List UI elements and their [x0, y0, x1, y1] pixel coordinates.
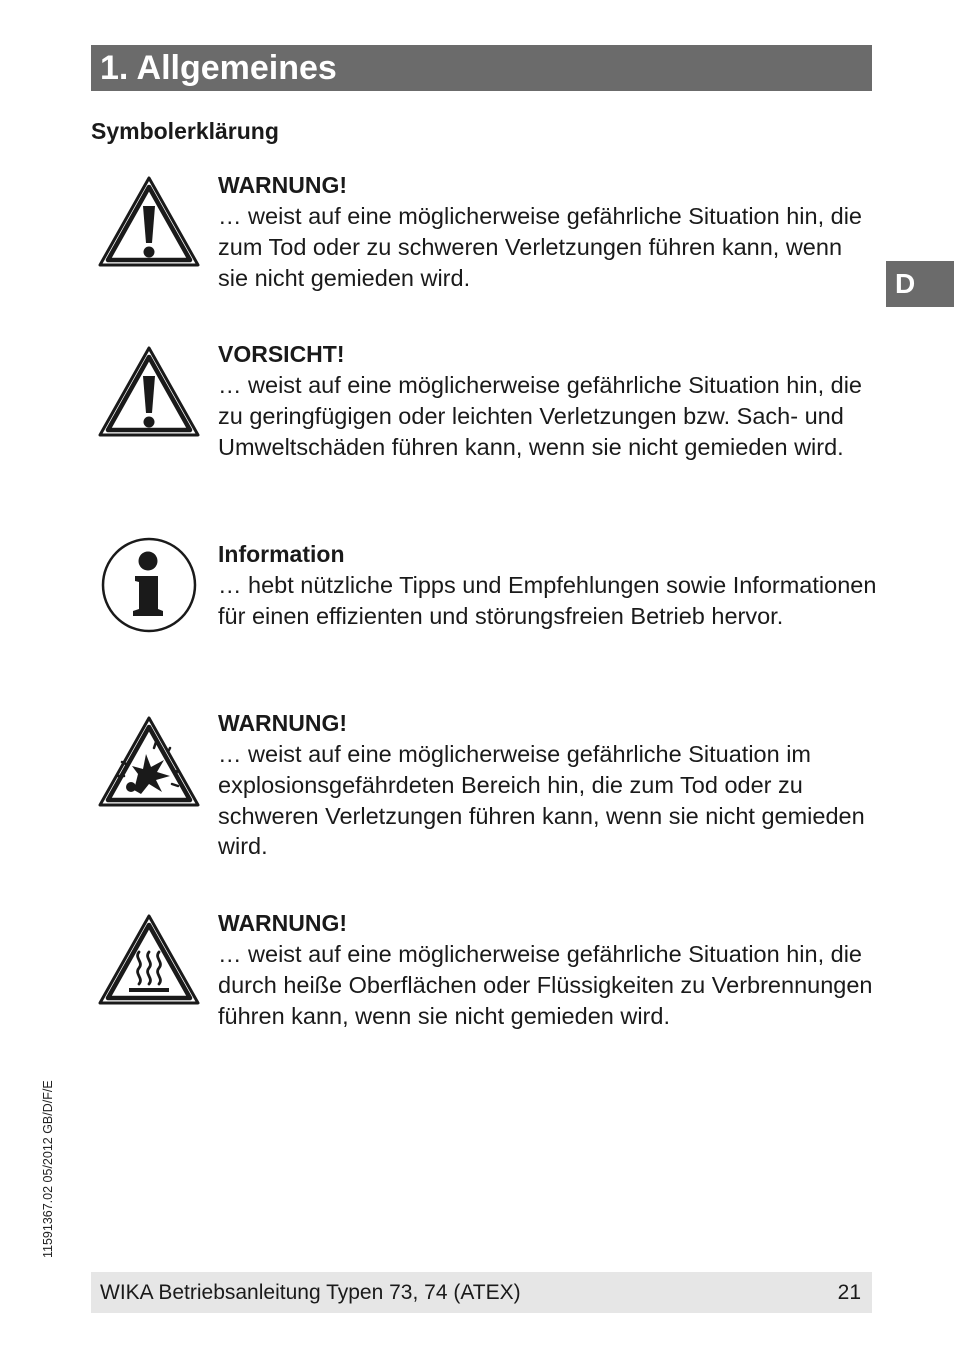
footer [91, 1272, 872, 1313]
footer-title: WIKA Betriebsanleitung Typen 73, 74 (ATEX) [100, 1281, 521, 1304]
entry-title: Information [218, 541, 345, 567]
information-icon [99, 535, 199, 640]
entry-title: WARNUNG! [218, 172, 348, 198]
symbol-entry-warning [91, 170, 881, 300]
symbol-entry-explosion [91, 708, 881, 868]
section-heading: Symbolerklärung [91, 118, 279, 144]
entry-title: WARNUNG! [218, 910, 348, 936]
entry-description: … hebt nützliche Tipps und Empfehlungen sowie Informationen für einen effizienten und störungsfreien Betrieb hervor. [218, 572, 877, 629]
symbol-entry-caution [91, 339, 881, 499]
document-code: 11591367.02 05/2012 GB/D/F/E [41, 1080, 55, 1258]
symbol-entry-hot-surface [91, 908, 881, 1068]
warning-exclamation-icon [96, 174, 202, 275]
entry-description: … weist auf eine möglicherweise gefährliche Situation hin, die durch heiße Oberflächen oder Flüssigkeiten zu Verbrennungen führen kann, wenn sie nicht gemieden wird. [218, 941, 873, 1029]
entry-title: VORSICHT! [218, 341, 345, 367]
entry-description: … weist auf eine möglicherweise gefährliche Situation hin, die zum Tod oder zu schweren Verletzungen führen kann, wenn sie nicht gemieden wird. [218, 203, 862, 291]
symbol-entry-information [91, 539, 881, 669]
entry-description: … weist auf eine möglicherweise gefährliche Situation im explosionsgefährdeten Bereich hin, die zum Tod oder zu schweren Verletzungen führen kann, wenn sie nicht gemieden wird. [218, 741, 865, 860]
entry-description: … weist auf eine möglicherweise gefährliche Situation hin, die zu geringfügigen oder leichten Verletzungen bzw. Sach- und Umweltschäden führen kann, wenn sie nicht gemieden wird. [218, 372, 862, 460]
explosion-warning-icon [96, 714, 202, 815]
chapter-title: 1. Allgemeines [91, 45, 872, 91]
language-tab[interactable]: D [886, 261, 954, 307]
caution-exclamation-icon [96, 344, 202, 445]
hot-surface-warning-icon [96, 912, 202, 1013]
page-number: 21 [837, 1281, 861, 1304]
entry-title: WARNUNG! [218, 710, 348, 736]
